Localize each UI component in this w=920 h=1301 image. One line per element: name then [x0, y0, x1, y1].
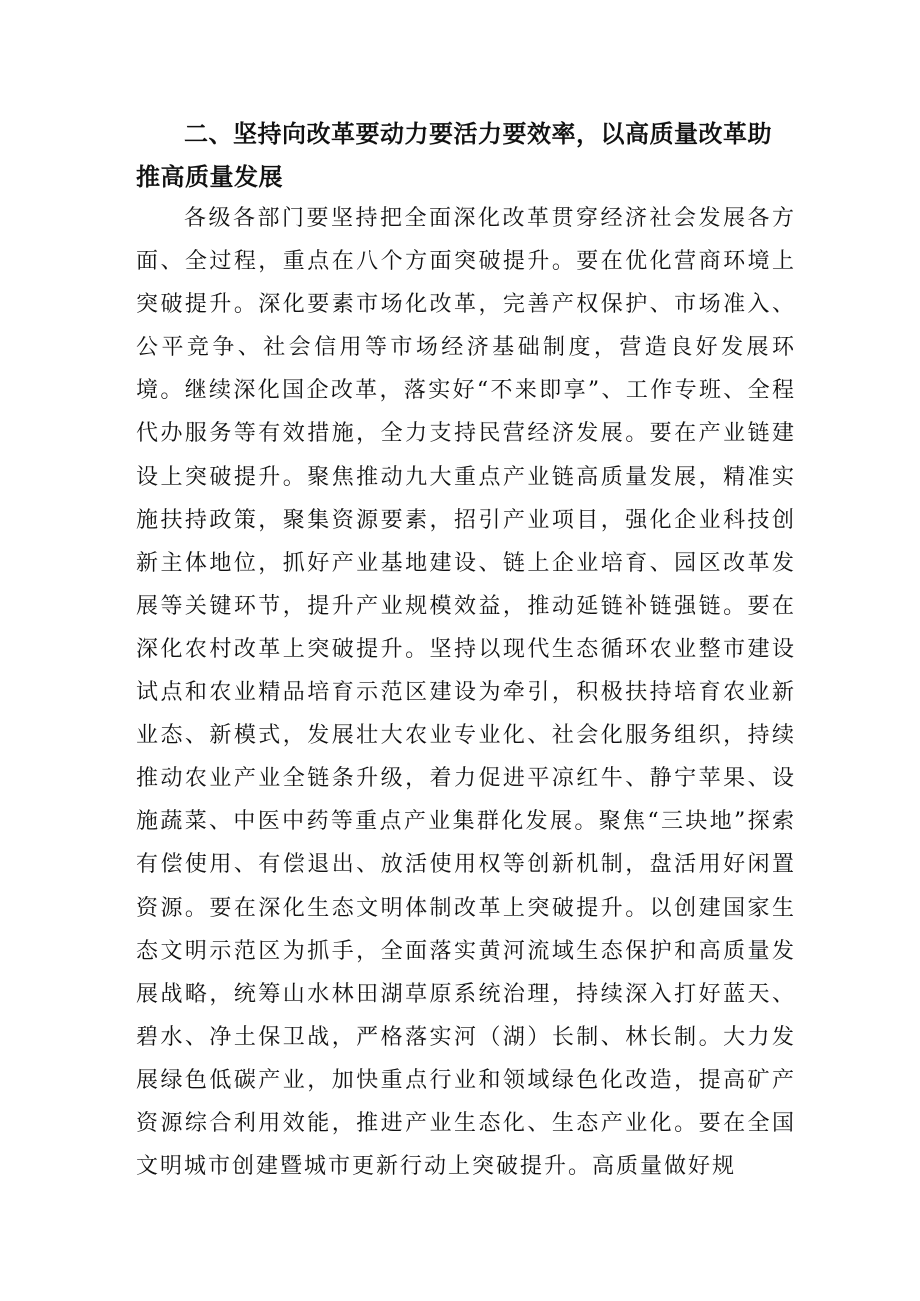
section-heading: 二、坚持向改革要动力要活力要效率，以高质量改革助推高质量发展 [136, 120, 772, 191]
body-paragraph: 各级各部门要坚持把全面深化改革贯穿经济社会发展各方面、全过程，重点在八个方面突破提升。要在优化营商环境上突破提升。深化要素市场化改革，完善产权保护、市场准入、公平竞争、社会信用等市场经济基础制度，营造良好发展环境。继续深化国企改革，落实好“不来即享”、工作专班、全程代办服务等有效措施，全力支持民营经济发展。要在产业链建设上突破提升。聚焦推动九大重点产业链高质量发展，精准实施扶持政策，聚集资源要素，招引产业项目，强化企业科技创新主体地位，抓好产业基地建设、链上企业培育、园区改革发展等关键环节，提升产业规模效益，推动延链补链强链。要在深化农村改革上突破提升。坚持以现代生态循环农业整市建设试点和农业精品培育示范区建设为牵引，积极扶持培育农业新业态、新模式，发展壮大农业专业化、社会化服务组织，持续推动农业产业全链条升级，着力促进平凉红牛、静宁苹果、设施蔬菜、中医中药等重点产业集群化发展。聚焦“三块地”探索有偿使用、有偿退出、放活使用权等创新机制，盘活用好闲置资源。要在深化生态文明体制改革上突破提升。以创建国家生态文明示范区为抓手，全面落实黄河流域生态保护和高质量发展战略，统筹山水林田湖草原系统治理，持续深入打好蓝天、碧水、净土保卫战，严格落实河（湖）长制、林长制。大力发展绿色低碳产业，加快重点行业和领域绿色化改造，提高矿产资源综合利用效能，推进产业生态化、生态产业化。要在全国文明城市创建暨城市更新行动上突破提升。高质量做好规 [136, 206, 796, 1180]
